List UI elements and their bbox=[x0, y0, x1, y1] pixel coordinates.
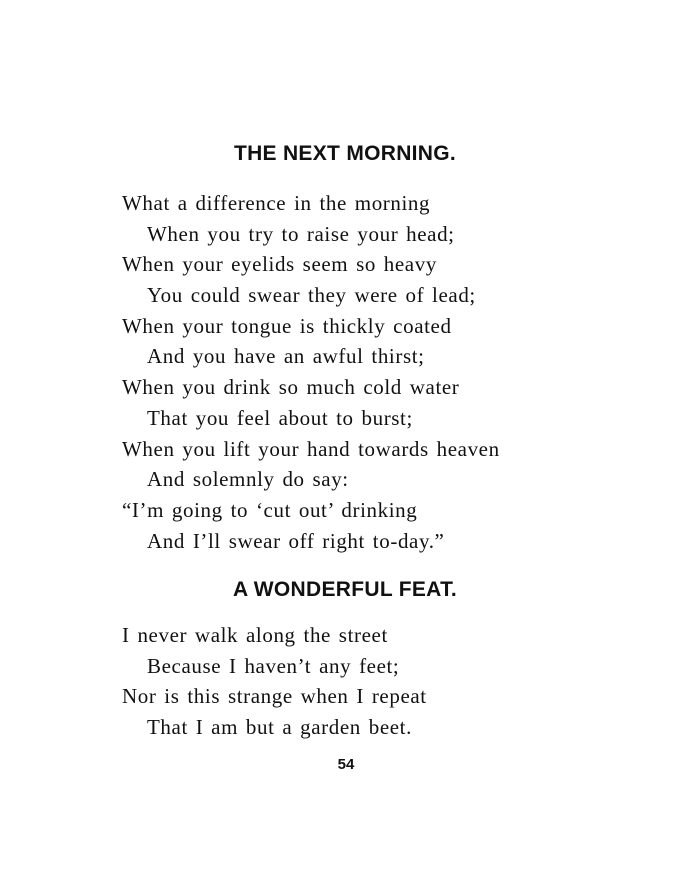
poem-stanza bbox=[122, 620, 427, 743]
poem-title: A WONDERFUL FEAT. bbox=[232, 578, 458, 601]
poem-line: You could swear they were of lead; bbox=[147, 283, 476, 308]
poem-line: When your tongue is thickly coated bbox=[122, 313, 452, 338]
poem-line: And solemnly do say: bbox=[147, 467, 349, 492]
poem-line: And you have an awful thirst; bbox=[147, 344, 425, 369]
poem-line: When your eyelids seem so heavy bbox=[122, 252, 437, 277]
poem-line: I never walk along the street bbox=[122, 623, 388, 647]
poem-line: What a difference in the morning bbox=[122, 191, 431, 215]
poem-line: That you feel about to burst; bbox=[147, 405, 413, 430]
poem-line: And I’ll swear off right to-day.” bbox=[147, 528, 445, 553]
poem-line: Because I haven’t any feet; bbox=[147, 653, 400, 678]
poem-line: When you drink so much cold water bbox=[122, 375, 460, 400]
poem-stanza bbox=[122, 188, 500, 556]
page-number: 54 bbox=[337, 756, 355, 773]
poem-line: “I’m going to ‘cut out’ drinking bbox=[122, 497, 418, 522]
poem-line: That I am but a garden beet. bbox=[147, 715, 412, 740]
poem-line: When you try to raise your head; bbox=[147, 221, 455, 246]
poem-title: THE NEXT MORNING. bbox=[233, 142, 457, 165]
poem-line: When you lift your hand towards heaven bbox=[122, 436, 500, 461]
poem-line: Nor is this strange when I repeat bbox=[122, 684, 427, 709]
